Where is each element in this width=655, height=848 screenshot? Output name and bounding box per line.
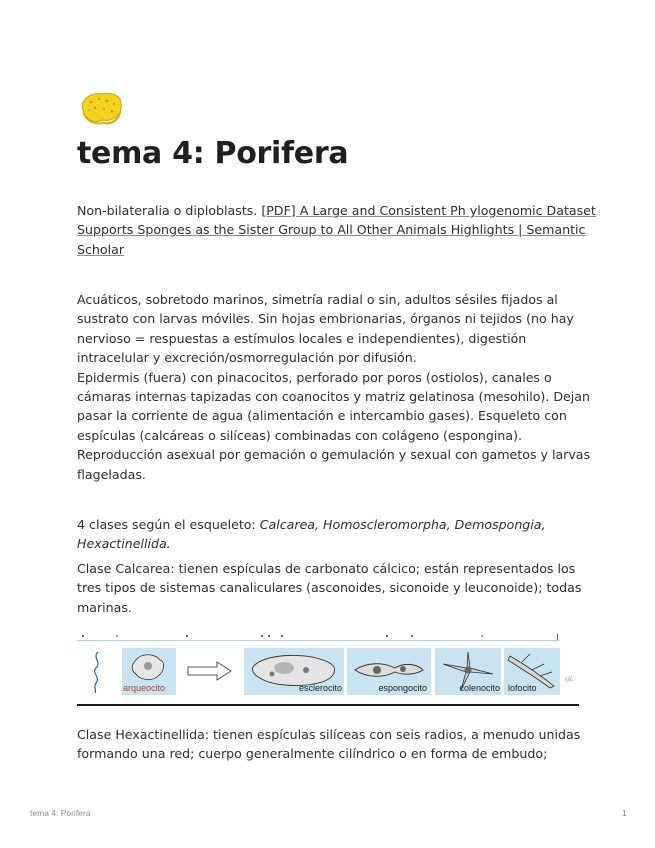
text-line: Clase Hexactinellida: tienen espículas silíceas con seis radios, a menudo unidas <box>77 727 581 742</box>
hexactinellida-paragraph <box>77 725 582 764</box>
page-number: 1 <box>622 808 627 818</box>
text-line: Epidermis (fuera) con pinacocitos, perforado por poros (ostiolos), canales o <box>77 369 552 385</box>
paper-link-line3[interactable]: Scholar <box>77 241 124 257</box>
figure-top-line <box>77 640 559 641</box>
text-line: Clase Calcarea: tienen espículas de carbonato cálcico; están representados los <box>77 561 576 576</box>
colenocito-label: colenocito <box>459 683 500 693</box>
text-line: tres tipos de sistemas canaliculares (asconoides, siconoide y leuconoide); todas <box>77 580 582 596</box>
cell-types-figure <box>77 634 579 706</box>
colenocito-cell <box>435 648 501 695</box>
calcarea-paragraph <box>77 559 582 617</box>
arrow-icon <box>187 661 233 681</box>
classes-paragraph <box>77 515 582 554</box>
arqueocito-cell <box>122 648 176 695</box>
paper-link-line2[interactable]: Supports Sponges as the Sister Group to All Other Animals Highlights | Semantic <box>77 222 586 238</box>
text-line: nervioso = respuestas a estímulos locales e independientes), digestión <box>77 330 527 346</box>
flagellum-drawing <box>89 650 105 694</box>
text-line: Acuáticos, sobretodo marinos, simetría radial o sin, adultos sésiles fijados al <box>77 292 558 307</box>
text-line: cámaras internas tapizadas con coanocitos y matriz gelatinosa (mesohilo). Dejan <box>77 389 590 405</box>
sponge-icon <box>77 88 123 128</box>
espongocito-label: espongocito <box>378 683 427 693</box>
text-line: pasar la corriente de agua (alimentación e intercambio gases). Esqueleto con <box>77 408 567 424</box>
lofocito-cell <box>504 648 560 695</box>
page-title: tema 4: Porifera <box>77 136 349 171</box>
figure-bottom-rule <box>77 704 579 706</box>
arqueocito-label: arqueocito <box>123 683 166 693</box>
description-paragraph <box>77 290 591 484</box>
classes-list: Calcarea, Homoscleromorpha, Demospongia, <box>259 517 546 532</box>
text-line: Reproducción asexual por gemación o gemulación y sexual con gametos y larvas <box>77 447 591 463</box>
esclerocito-label: esclerocito <box>298 683 342 693</box>
footer-title: tema 4: Porifera <box>30 808 91 818</box>
text-line: intracelular y excreción/osmorregulación por difusión. <box>77 350 417 366</box>
espongocito-cell <box>347 648 431 695</box>
classes-list-end: Hexactinellida. <box>77 536 171 552</box>
classes-prefix: 4 clases según el esqueleto: <box>77 517 260 532</box>
text-line: sustrato con larvas móviles. Sin hojas embrionarias, órganos ni tejidos (no hay <box>77 311 574 327</box>
paper-link[interactable]: [PDF] A Large and Consistent Ph ylogenomic Dataset <box>261 203 596 218</box>
text-line: espículas (calcáreas o silíceas) combinadas con colágeno (espongina). <box>77 427 523 443</box>
figure-mark: r/c <box>565 676 573 683</box>
lofocito-label: lofocito <box>508 683 537 693</box>
text-line: marinas. <box>77 599 132 615</box>
intro-paragraph <box>77 201 596 259</box>
esclerocito-cell <box>244 648 344 695</box>
intro-prefix: Non-bilateralia o diploblasts. <box>77 203 258 218</box>
text-line: formando una red; cuerpo generalmente cilíndrico o en forma de embudo; <box>77 746 548 762</box>
text-line: flageladas. <box>77 466 146 482</box>
